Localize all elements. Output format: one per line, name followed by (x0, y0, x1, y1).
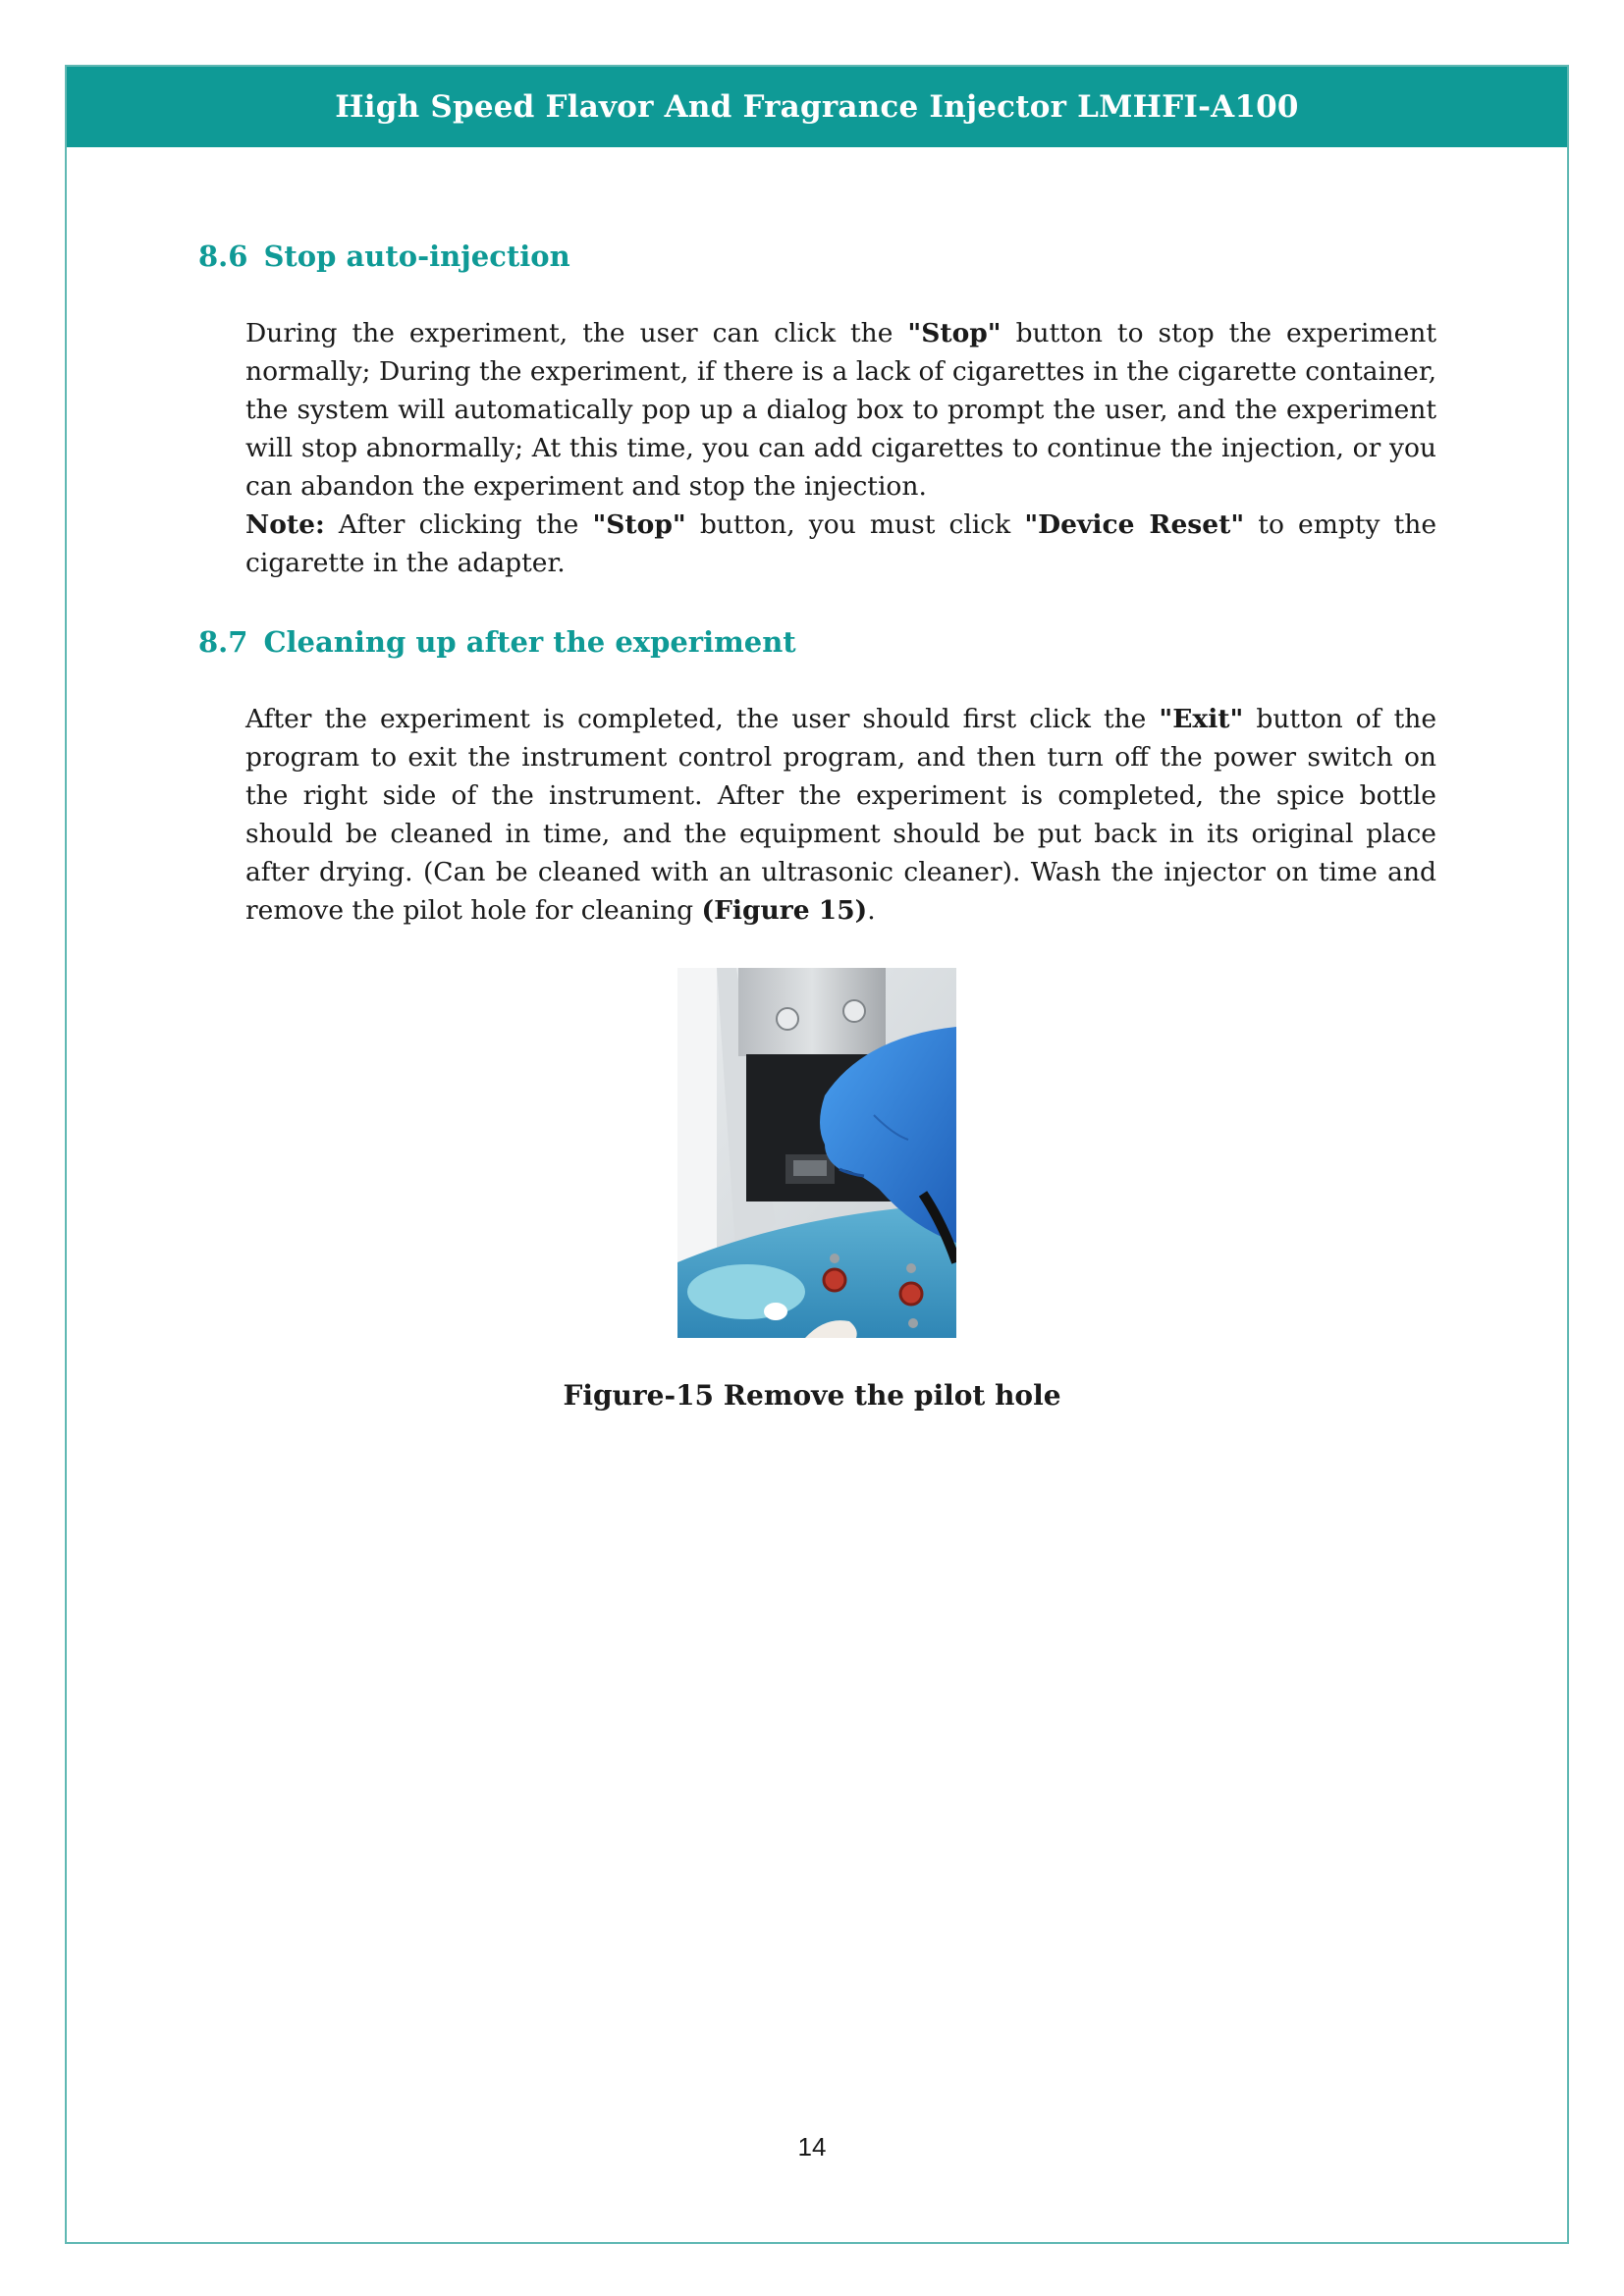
section-title: Cleaning up after the experiment (263, 625, 796, 659)
text-run: button, you must click (685, 509, 1025, 540)
text-run: to empty the cigarette in the adapter. (245, 509, 1436, 578)
section-heading-8-7 (198, 625, 796, 659)
text-run: After the experiment is completed, the user should first click the (245, 704, 1160, 734)
bold-device-reset: "Device Reset" (1024, 509, 1245, 540)
text-run: button of the program to exit the instrument control program, and then turn off the power switch on the right side of the instrument. After the experiment is completed, the spice bottle should be cleaned in time, and the equipment should be put back in its original place after drying. (Can be cleaned with an ultrasonic cleaner). Wash the injector on time and remove the pilot hole for cleaning (245, 704, 1436, 926)
text-run: button to stop the experiment normally; During the experiment, if there is a lack of cigarettes in the cigarette container, the system will automatically pop up a dialog box to prompt the user, and the experiment will stop abnormally; At this time, you can add cigarettes to continue the injection, or you can abandon the experiment and stop the injection. (245, 318, 1437, 502)
paragraph-cleaning-up (245, 700, 1436, 930)
section-number: 8.6 (198, 240, 248, 273)
bold-figure-ref: (Figure 15) (701, 895, 868, 926)
document-title: High Speed Flavor And Fragrance Injector LMHFI-A100 (335, 89, 1299, 125)
text-run: . (867, 895, 876, 926)
bold-exit: "Exit" (1159, 704, 1244, 734)
section-title: Stop auto-injection (263, 240, 570, 273)
paragraph-stop-auto-injection (245, 314, 1436, 582)
note-label: Note: (245, 509, 325, 540)
figure-photo-remove-pilot-hole (677, 968, 956, 1338)
section-number: 8.7 (198, 625, 248, 659)
text-run: During the experiment, the user can click the (245, 318, 908, 348)
section-heading-8-6 (198, 240, 570, 273)
page-number: 14 (797, 2132, 827, 2162)
document-header (67, 67, 1567, 147)
bold-stop: "Stop" (907, 318, 1001, 348)
figure-caption: Figure-15 Remove the pilot hole (563, 1379, 1061, 1412)
text-run: After clicking the (324, 509, 593, 540)
bold-stop: "Stop" (592, 509, 686, 540)
